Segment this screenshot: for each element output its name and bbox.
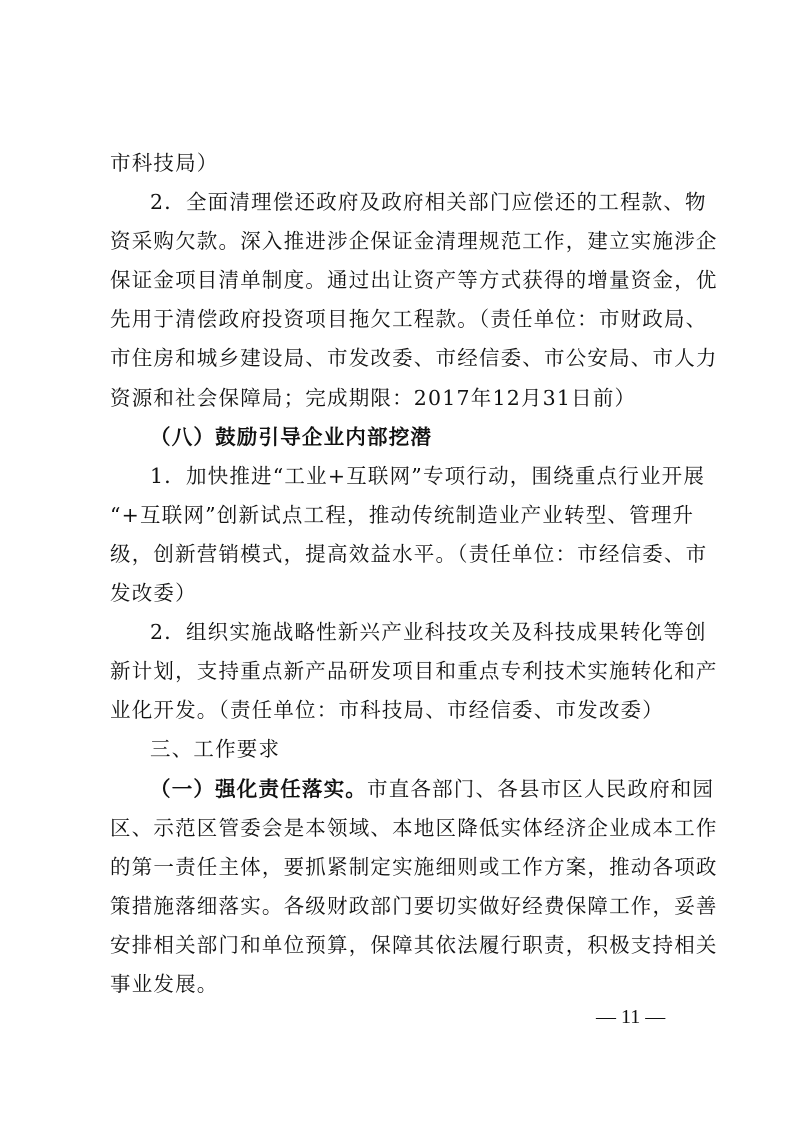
text-line: 资源和社会保障局；完成期限：2017年12月31日前） [110,385,637,410]
page-number: — 11 — [596,1006,666,1028]
body-text [110,144,718,1004]
text-line: 级，创新营销模式，提高效益水平。（责任单位：市经信委、市 [110,541,708,566]
paragraph-item-1: 1．加快推进“工业+互联网”专项行动，围绕重点行业开展 [150,463,706,488]
section-heading-8: （八）鼓励引导企业内部挖潜 [150,424,433,449]
text-line: 资采购欠款。深入推进涉企保证金清理规范工作，建立实施涉企 [110,229,718,254]
text-line: 保证金项目清单制度。通过出让资产等方式获得的增量资金，优 [110,268,718,293]
text-line: 业化开发。（责任单位：市科技局、市经信委、市发改委） [110,698,664,723]
text-line: 事业发展。 [110,971,219,996]
text-line: 安排相关部门和单位预算，保障其依法履行职责，积极支持相关 [110,932,718,957]
text-line: 市科技局） [110,151,219,175]
text-line: 新计划，支持重点新产品研发项目和重点专利技术实施转化和产 [110,659,718,684]
text-line: “+互联网”创新试点工程，推动传统制造业产业转型、管理升 [110,502,695,527]
paragraph-item-2: 2．组织实施战略性新兴产业科技攻关及科技成果转化等创 [150,620,707,645]
subtitle-bold: （一）强化责任落实。 [150,776,367,801]
text-line: 市住房和城乡建设局、市发改委、市经信委、市公安局、市人力 [110,346,718,371]
paragraph-item-2: 2．全面清理偿还政府及政府相关部门应偿还的工程款、物 [150,190,707,215]
text-line: 先用于清偿政府投资项目拖欠工程款。（责任单位：市财政局、 [110,307,708,332]
subtitle-rest: 市直各部门、各县市区人民政府和园 [367,776,715,801]
text-line: 发改委） [110,581,197,606]
text-line: 区、示范区管委会是本领域、本地区降低实体经济企业成本工作 [110,815,718,840]
chapter-heading: 三、工作要求 [150,737,281,762]
text-line: 的第一责任主体，要抓紧制定实施细则或工作方案，推动各项政 [110,854,718,879]
paragraph-with-subtitle [110,770,715,809]
text-line: 策措施落细落实。各级财政部门要切实做好经费保障工作，妥善 [110,893,718,918]
